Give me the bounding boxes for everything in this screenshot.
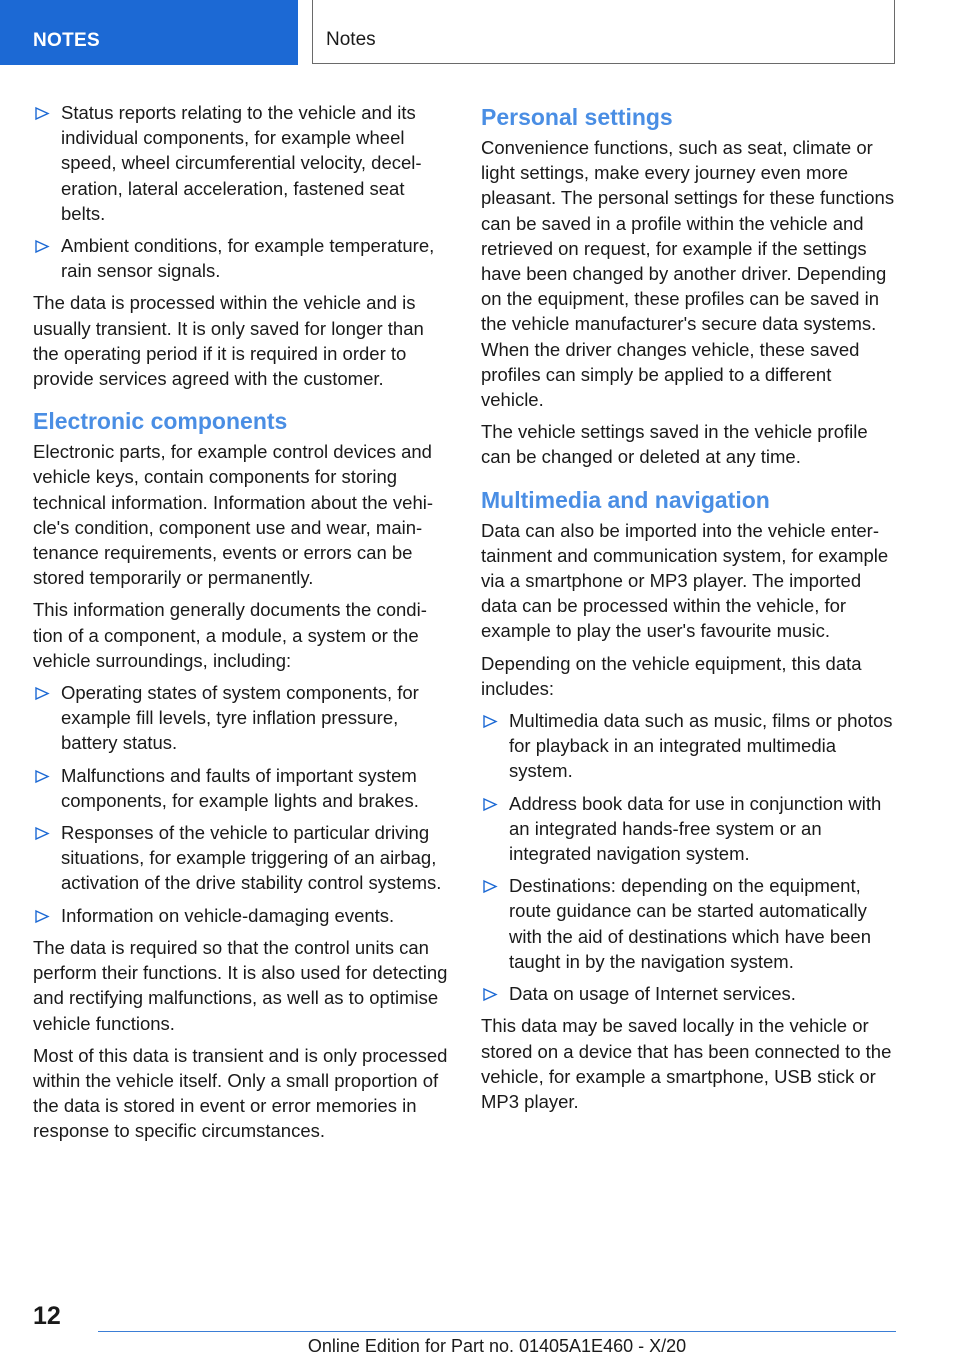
list-item	[481, 791, 896, 867]
header-section-title: Notes	[312, 0, 895, 64]
list-item-text: Malfunctions and faults of important system components, for example lights and brakes.	[61, 764, 419, 811]
triangle-bullet-icon	[33, 763, 53, 788]
paragraph: Data can also be imported into the vehicle entertainment and communication system, for example via a smartphone or MP3 player. The imported data can be processed within the vehicle, for example to play the user's favourite music.	[481, 519, 889, 642]
list-item	[481, 981, 896, 1006]
footer-divider	[98, 1331, 896, 1332]
list-item-text: Data on usage of Internet services.	[509, 983, 796, 1005]
list-item-text: Responses of the vehicle to particular driving situations, for example triggering of an airbag, activation of the drive stability control systems.	[61, 822, 442, 894]
paragraph: Electronic parts, for example control devices and vehicle keys, contain components for storing technical information. Information about the vehicle's condition, component use and wear, maintenance requirements, events or errors can be stored temporarily or permanently.	[33, 441, 434, 589]
list-item-text: Multimedia data such as music, films or photos for playback in an integrated multimedia system.	[509, 710, 893, 782]
paragraph: This information generally documents the condition of a component, a module, a system or the vehicle surroundings, including:	[33, 599, 427, 671]
paragraph: Depending on the vehicle equipment, this data includes:	[481, 652, 862, 699]
heading-electronic-components: Electronic components	[33, 408, 288, 435]
paragraph: This data may be saved locally in the vehicle or stored on a device that has been connected to the vehicle, for example a smartphone, USB stick or MP3 player.	[481, 1015, 892, 1112]
paragraph: Most of this data is transient and is only processed within the vehicle itself. Only a small proportion of the data is stored in event or error memories in response to specific circumstances.	[33, 1044, 448, 1142]
bullet-list-components	[33, 680, 448, 928]
list-item	[33, 680, 448, 756]
header-tab-notes: NOTES	[0, 0, 298, 65]
list-item	[481, 873, 896, 974]
list-item-text: Operating states of system components, for example fill levels, tyre inflation pressure, battery status.	[61, 682, 419, 754]
paragraph: Convenience functions, such as seat, climate or light settings, make every journey even more pleasant. The personal settings for these functions can be saved in a profile within the vehicle and retrieved on request, for example if the settings have been changed by another driver. Depending on the equipment, these profiles can be saved in the vehicle manufacturer's secure data systems. When the driver changes vehicle, these saved profiles can simply be applied to a different vehicle.	[481, 137, 895, 411]
paragraph: The data is required so that the control units can perform their functions. It is also used for detecting and rectifying malfunctions, as well as to optimise vehicle functions.	[33, 936, 448, 1034]
triangle-bullet-icon	[481, 791, 501, 816]
right-column	[481, 100, 896, 1121]
list-item-text: Ambient conditions, for example temperature, rain sensor signals.	[61, 235, 435, 282]
list-item	[33, 820, 448, 896]
list-item-text: Address book data for use in conjunction with an integrated hands-free system or an integrated navigation system.	[509, 792, 882, 865]
list-item-text: Status reports relating to the vehicle and its individual components, for example wheel speed, wheel circumferential velocity, deceleration, lateral acceleration, fastened seat belts.	[61, 102, 422, 224]
triangle-bullet-icon	[33, 100, 53, 125]
triangle-bullet-icon	[33, 820, 53, 845]
bullet-list-multimedia	[481, 708, 896, 1006]
list-item-text: Information on vehicle-damaging events.	[61, 904, 395, 926]
list-item	[33, 903, 448, 928]
list-item	[481, 708, 896, 784]
footer-edition: Online Edition for Part no. 01405A1E460 - X/20	[307, 1336, 687, 1356]
list-item-text: Destinations: depending on the equipment, route guidance can be started automatically with the aid of destinations which have been taught in by the navigation system.	[509, 875, 872, 972]
triangle-bullet-icon	[33, 903, 53, 928]
heading-multimedia-navigation: Multimedia and navigation	[481, 486, 770, 513]
bullet-list-intro	[33, 100, 448, 283]
page-number: 12	[33, 1302, 61, 1330]
triangle-bullet-icon	[481, 708, 501, 733]
paragraph: The vehicle settings saved in the vehicle profile can be changed or deleted at any time.	[481, 421, 868, 468]
left-column	[33, 100, 448, 1151]
list-item	[33, 763, 448, 813]
triangle-bullet-icon	[33, 680, 53, 705]
triangle-bullet-icon	[481, 873, 501, 898]
triangle-bullet-icon	[33, 233, 53, 258]
list-item	[33, 233, 448, 283]
heading-personal-settings: Personal settings	[481, 104, 673, 130]
list-item	[33, 100, 448, 226]
paragraph: The data is processed within the vehicle and is usually transient. It is only saved for longer than the operating period if it is required in order to provide services agreed with the customer.	[33, 292, 424, 390]
triangle-bullet-icon	[481, 981, 501, 1006]
